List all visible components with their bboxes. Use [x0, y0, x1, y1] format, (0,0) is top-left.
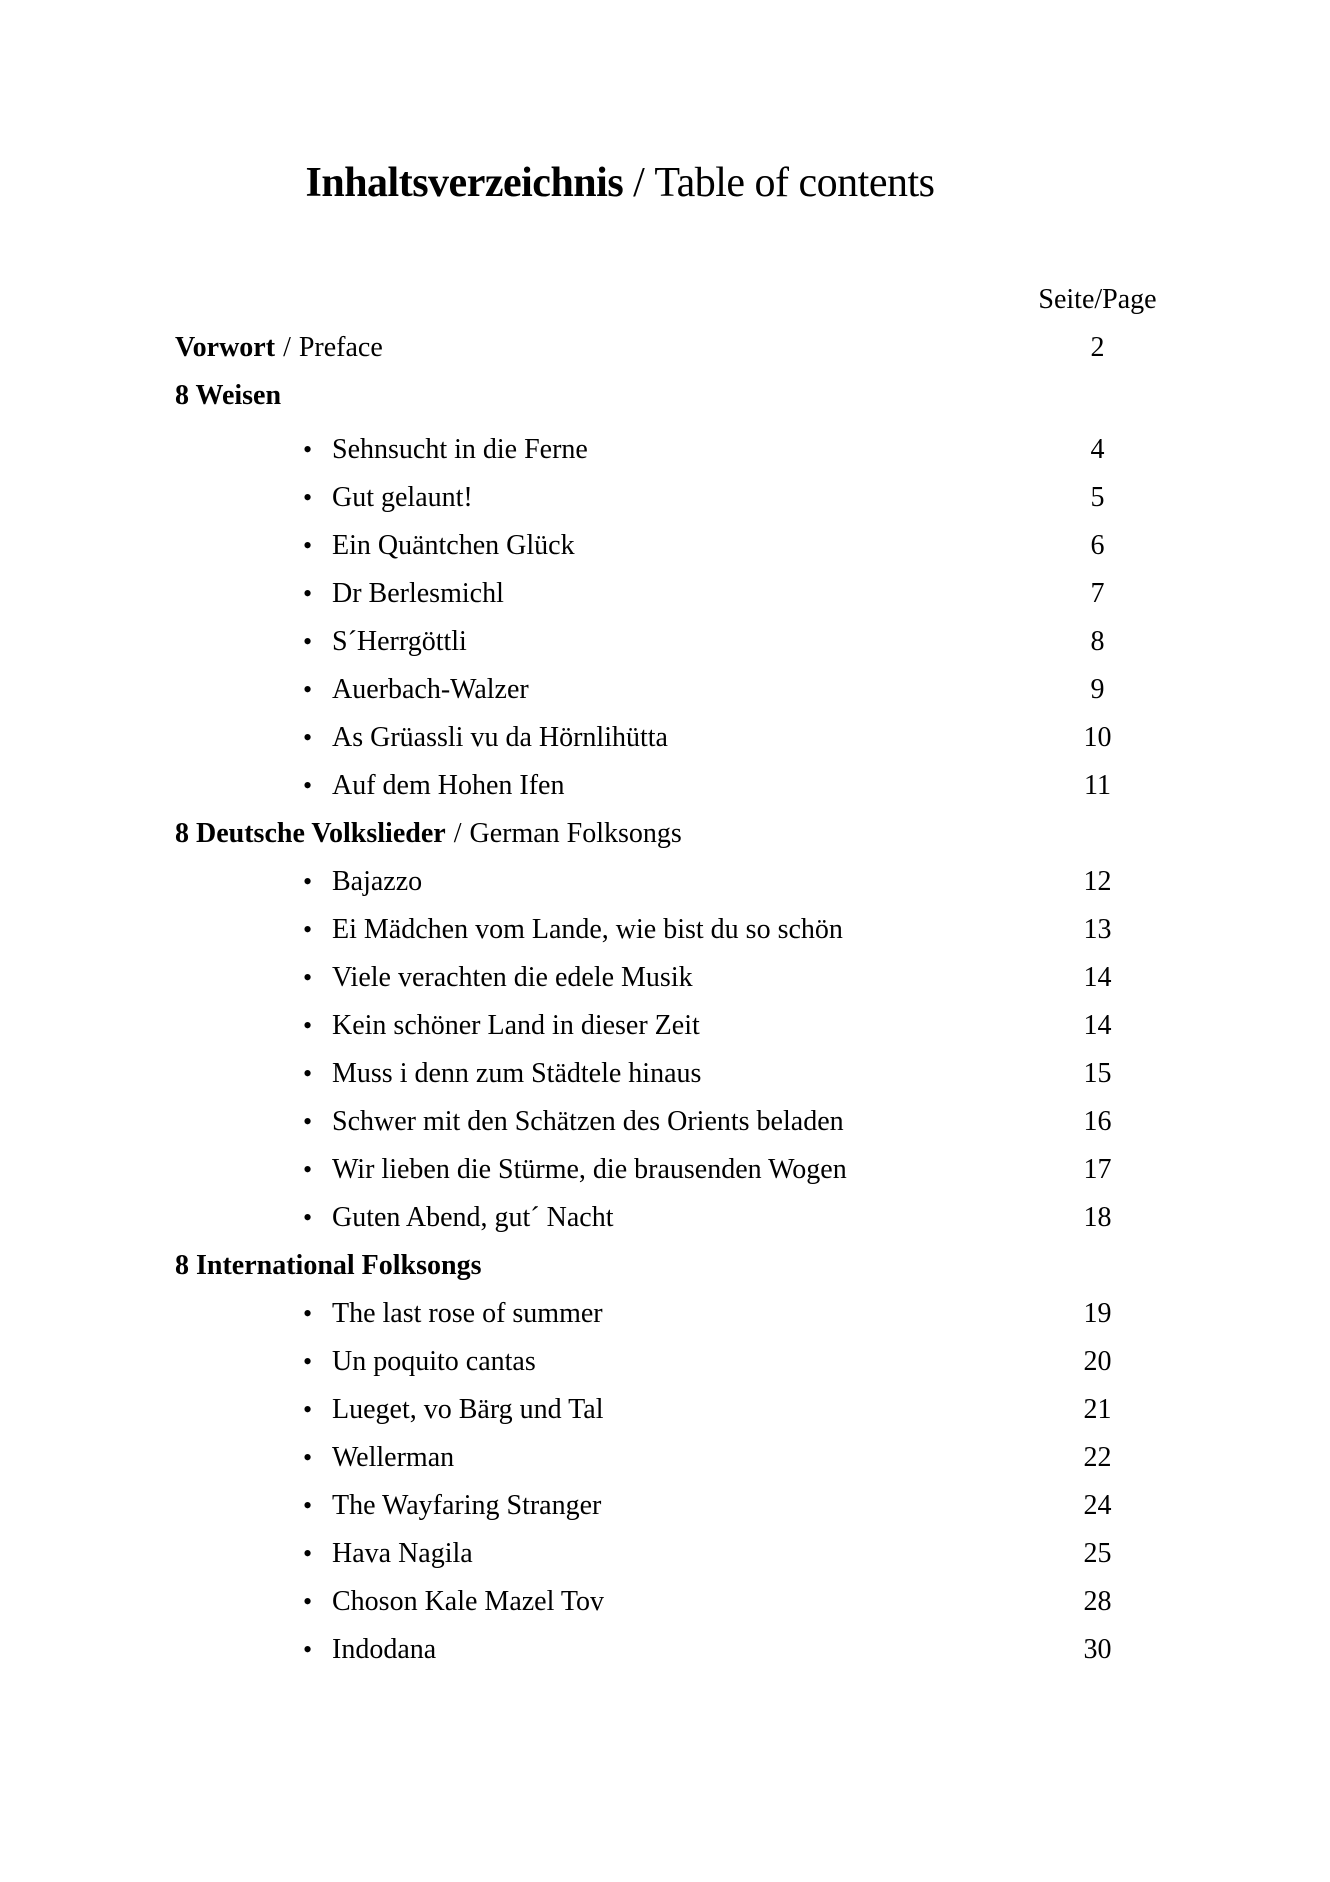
section-heading-weisen — [175, 372, 1170, 420]
page-title-primary: Inhaltsverzeichnis — [305, 160, 624, 206]
toc-item-page-number: 7 — [1090, 578, 1105, 609]
page-column-header-row — [175, 276, 1170, 324]
toc-item — [175, 1626, 1170, 1674]
toc-item-page-number: 9 — [1090, 674, 1105, 705]
toc-item-page-number: 20 — [1083, 1346, 1112, 1377]
toc-item-title: Kein schöner Land in dieser Zeit — [332, 1010, 700, 1041]
toc-item-page-number: 12 — [1083, 866, 1112, 897]
bullet-icon: • — [303, 579, 313, 608]
toc-item — [175, 570, 1170, 618]
toc-item — [175, 666, 1170, 714]
toc-item — [175, 1050, 1170, 1098]
toc-item-page-number: 4 — [1090, 434, 1105, 465]
bullet-icon: • — [303, 915, 313, 944]
toc-item — [175, 426, 1170, 474]
toc-item — [175, 1290, 1170, 1338]
toc-item — [175, 1146, 1170, 1194]
bullet-icon: • — [303, 1539, 313, 1568]
toc-item — [175, 1002, 1170, 1050]
toc-item — [175, 1434, 1170, 1482]
toc-item — [175, 762, 1170, 810]
toc-item-page-number: 22 — [1083, 1442, 1112, 1473]
toc-item-page-number: 17 — [1083, 1154, 1112, 1185]
toc-entry-preface — [175, 324, 1170, 372]
preface-label-primary: Vorwort — [175, 332, 276, 363]
toc-item-page-number: 10 — [1083, 722, 1112, 753]
toc-item — [175, 714, 1170, 762]
page-title-secondary: Table of contents — [654, 160, 935, 206]
toc-item-page-number: 5 — [1090, 482, 1105, 513]
toc-item-page-number: 16 — [1083, 1106, 1112, 1137]
bullet-icon: • — [303, 531, 313, 560]
toc-item — [175, 618, 1170, 666]
toc-item-title: Sehnsucht in die Ferne — [332, 434, 588, 465]
page-column-header: Seite/Page — [1038, 284, 1157, 315]
toc-item — [175, 1338, 1170, 1386]
toc-item-title: Guten Abend, gut´ Nacht — [332, 1202, 614, 1233]
toc-item-title: Bajazzo — [332, 866, 423, 897]
toc-item-title: Auf dem Hohen Ifen — [332, 770, 565, 801]
toc-item-page-number: 14 — [1083, 962, 1112, 993]
toc-list — [175, 276, 1170, 1674]
toc-item — [175, 1194, 1170, 1242]
preface-page-number: 2 — [1090, 332, 1105, 363]
bullet-icon: • — [303, 1011, 313, 1040]
bullet-icon: • — [303, 963, 313, 992]
bullet-icon: • — [303, 1059, 313, 1088]
toc-item-title: S´Herrgöttli — [332, 626, 467, 657]
toc-item — [175, 1482, 1170, 1530]
bullet-icon: • — [303, 1299, 313, 1328]
toc-item-title: Indodana — [332, 1634, 437, 1665]
toc-item-title: Dr Berlesmichl — [332, 578, 504, 609]
section-heading-primary: 8 Weisen — [175, 380, 282, 411]
toc-item-page-number: 25 — [1083, 1538, 1112, 1569]
toc-item-title: Gut gelaunt! — [332, 482, 473, 513]
toc-item — [175, 1098, 1170, 1146]
toc-item — [175, 1530, 1170, 1578]
section-heading-secondary: German Folksongs — [469, 818, 682, 849]
section-heading-primary: 8 Deutsche Volkslieder — [175, 818, 446, 849]
bullet-icon: • — [303, 867, 313, 896]
toc-item-page-number: 13 — [1083, 914, 1112, 945]
toc-item-page-number: 24 — [1083, 1490, 1112, 1521]
bullet-icon: • — [303, 435, 313, 464]
bullet-icon: • — [303, 1395, 313, 1424]
toc-item-title: Lueget, vo Bärg und Tal — [332, 1394, 604, 1425]
bullet-icon: • — [303, 1347, 313, 1376]
bullet-icon: • — [303, 1155, 313, 1184]
toc-item-title: Choson Kale Mazel Tov — [332, 1586, 605, 1617]
toc-item — [175, 858, 1170, 906]
toc-item-title: Schwer mit den Schätzen des Orients beladen — [332, 1106, 844, 1137]
preface-label-separator: / — [283, 332, 291, 363]
bullet-icon: • — [303, 1107, 313, 1136]
toc-item — [175, 522, 1170, 570]
toc-item-title: Ei Mädchen vom Lande, wie bist du so schön — [332, 914, 843, 945]
bullet-icon: • — [303, 1491, 313, 1520]
toc-item-page-number: 15 — [1083, 1058, 1112, 1089]
preface-label-secondary: Preface — [298, 332, 383, 363]
page-title-separator: / — [633, 160, 645, 206]
toc-item-title: Viele verachten die edele Musik — [332, 962, 693, 993]
toc-item — [175, 1578, 1170, 1626]
toc-item-title: As Grüassli vu da Hörnlihütta — [332, 722, 668, 753]
section-heading-primary: 8 International Folksongs — [175, 1250, 482, 1281]
section-heading-separator: / — [453, 818, 462, 849]
toc-item-title: Hava Nagila — [332, 1538, 473, 1569]
toc-item-page-number: 18 — [1083, 1202, 1112, 1233]
toc-item-page-number: 28 — [1083, 1586, 1112, 1617]
toc-item-page-number: 6 — [1090, 530, 1105, 561]
section-heading-deutsche-volkslieder — [175, 810, 1170, 858]
toc-item — [175, 906, 1170, 954]
bullet-icon: • — [303, 483, 313, 512]
toc-item — [175, 1386, 1170, 1434]
toc-item-title: Wellerman — [332, 1442, 455, 1473]
bullet-icon: • — [303, 627, 313, 656]
toc-item-title: Un poquito cantas — [332, 1346, 536, 1377]
section-heading-international-folksongs — [175, 1242, 1170, 1290]
bullet-icon: • — [303, 675, 313, 704]
toc-item-page-number: 8 — [1090, 626, 1105, 657]
toc-item — [175, 954, 1170, 1002]
toc-item-title: Auerbach-Walzer — [332, 674, 529, 705]
toc-item-title: The last rose of summer — [332, 1298, 603, 1329]
toc-item-title: The Wayfaring Stranger — [332, 1490, 602, 1521]
bullet-icon: • — [303, 1443, 313, 1472]
toc-item-title: Ein Quäntchen Glück — [332, 530, 575, 561]
toc-item-page-number: 11 — [1084, 770, 1111, 801]
bullet-icon: • — [303, 1587, 313, 1616]
bullet-icon: • — [303, 1203, 313, 1232]
bullet-icon: • — [303, 1635, 313, 1664]
page-title — [0, 158, 1240, 208]
toc-item-title: Wir lieben die Stürme, die brausenden Wogen — [332, 1154, 847, 1185]
toc-item-page-number: 21 — [1083, 1394, 1112, 1425]
toc-item-page-number: 19 — [1083, 1298, 1112, 1329]
toc-item-page-number: 30 — [1083, 1634, 1112, 1665]
toc-item — [175, 474, 1170, 522]
bullet-icon: • — [303, 723, 313, 752]
bullet-icon: • — [303, 771, 313, 800]
toc-item-page-number: 14 — [1083, 1010, 1112, 1041]
toc-item-title: Muss i denn zum Städtele hinaus — [332, 1058, 702, 1089]
